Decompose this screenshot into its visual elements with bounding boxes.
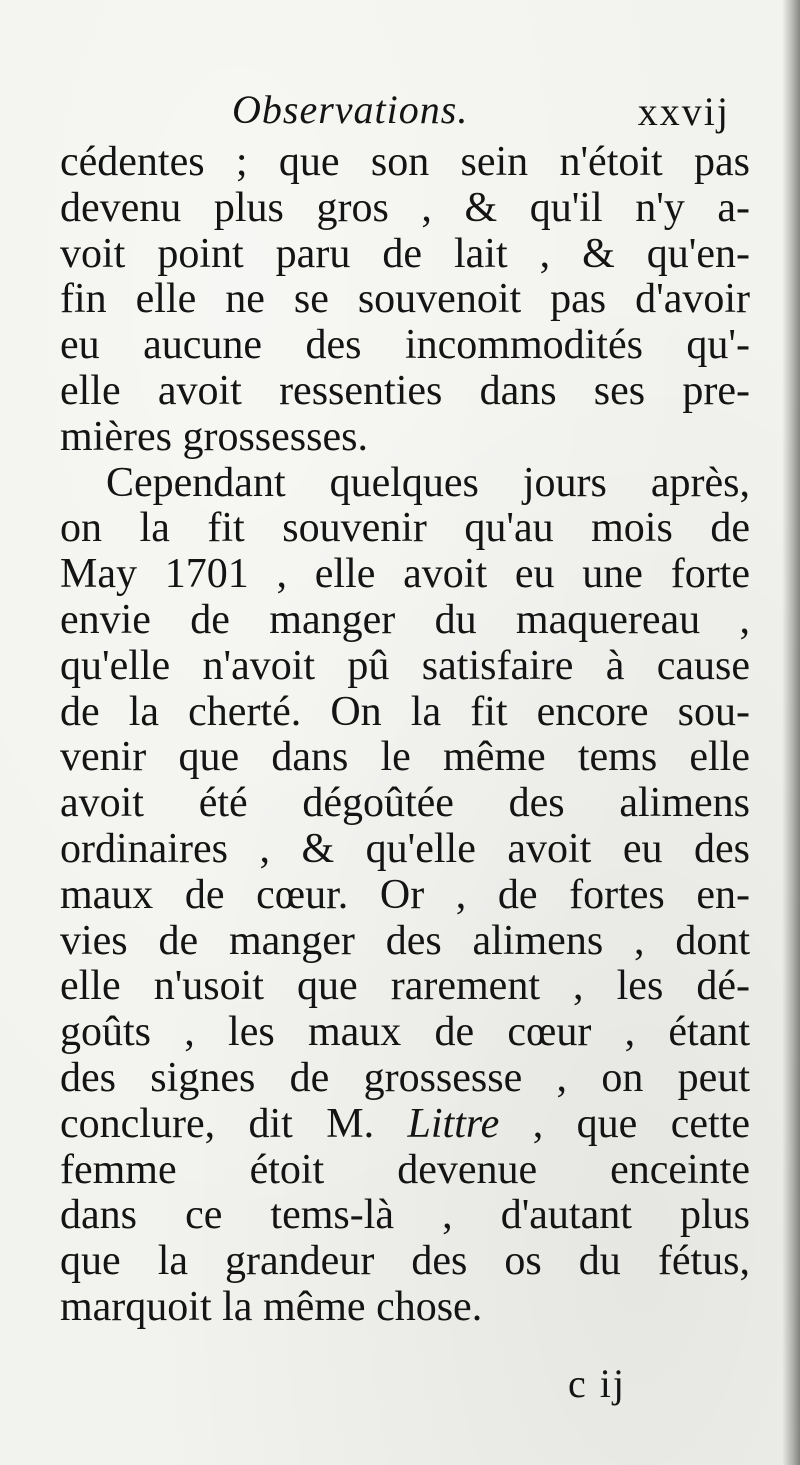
page-edge-shadow [782, 0, 800, 1465]
text-line: goûts , les maux de cœur , étant [60, 1009, 750, 1056]
text-line: elle avoit ressenties dans ses pre- [60, 367, 750, 414]
text-line: devenu plus gros , & qu'il n'y a- [60, 184, 750, 231]
text-line: vies de manger des alimens , dont [60, 917, 750, 964]
text-line-with-author [60, 1102, 750, 1148]
text-line: ordinaires , & qu'elle avoit eu des [60, 825, 750, 872]
text-line: avoit été dégoûtée des alimens [60, 780, 750, 827]
text-line: voit point paru de lait , & qu'en- [60, 230, 750, 277]
text-line: marquoit la même chose. [60, 1283, 483, 1330]
text-line: maux de cœur. Or , de fortes en- [60, 871, 750, 918]
text-line: on la fit souvenir qu'au mois de [60, 505, 750, 552]
text-line: dans ce tems-là , d'autant plus [60, 1192, 750, 1239]
text-line: venir que dans le même tems elle [60, 734, 750, 781]
text-line: des signes de grossesse , on peut [60, 1054, 750, 1101]
text-line: qu'elle n'avoit pû satisfaire à cause [60, 642, 750, 689]
text-line: fin elle ne se souvenoit pas d'avoir [60, 276, 750, 323]
page-number: xxvij [637, 89, 730, 134]
text-line: elle n'usoit que rarement , les dé- [60, 963, 750, 1010]
text-segment: conclure, dit M. [60, 1100, 408, 1147]
paragraph-first-line: Cependant quelques jours après, [106, 459, 750, 506]
text-line: May 1701 , elle avoit eu une forte [60, 551, 750, 598]
text-segment: , que cette [499, 1100, 750, 1147]
text-line: mières grossesses. [60, 413, 368, 460]
text-line: eu aucune des incommodités qu'- [60, 322, 750, 369]
text-line: que la grandeur des os du fétus, [60, 1238, 750, 1285]
running-title: Observations. [232, 87, 469, 132]
text-line: cédentes ; que son sein n'étoit pas [60, 139, 750, 185]
text-line: de la cherté. On la fit encore sou- [60, 688, 750, 735]
text-line: femme étoit devenue enceinte [60, 1146, 750, 1193]
body-text [60, 140, 750, 1331]
author-name: Littre [407, 1100, 500, 1147]
text-line: envie de manger du maquereau , [60, 596, 750, 643]
signature-mark: c ij [568, 1361, 626, 1406]
running-header [60, 86, 730, 136]
